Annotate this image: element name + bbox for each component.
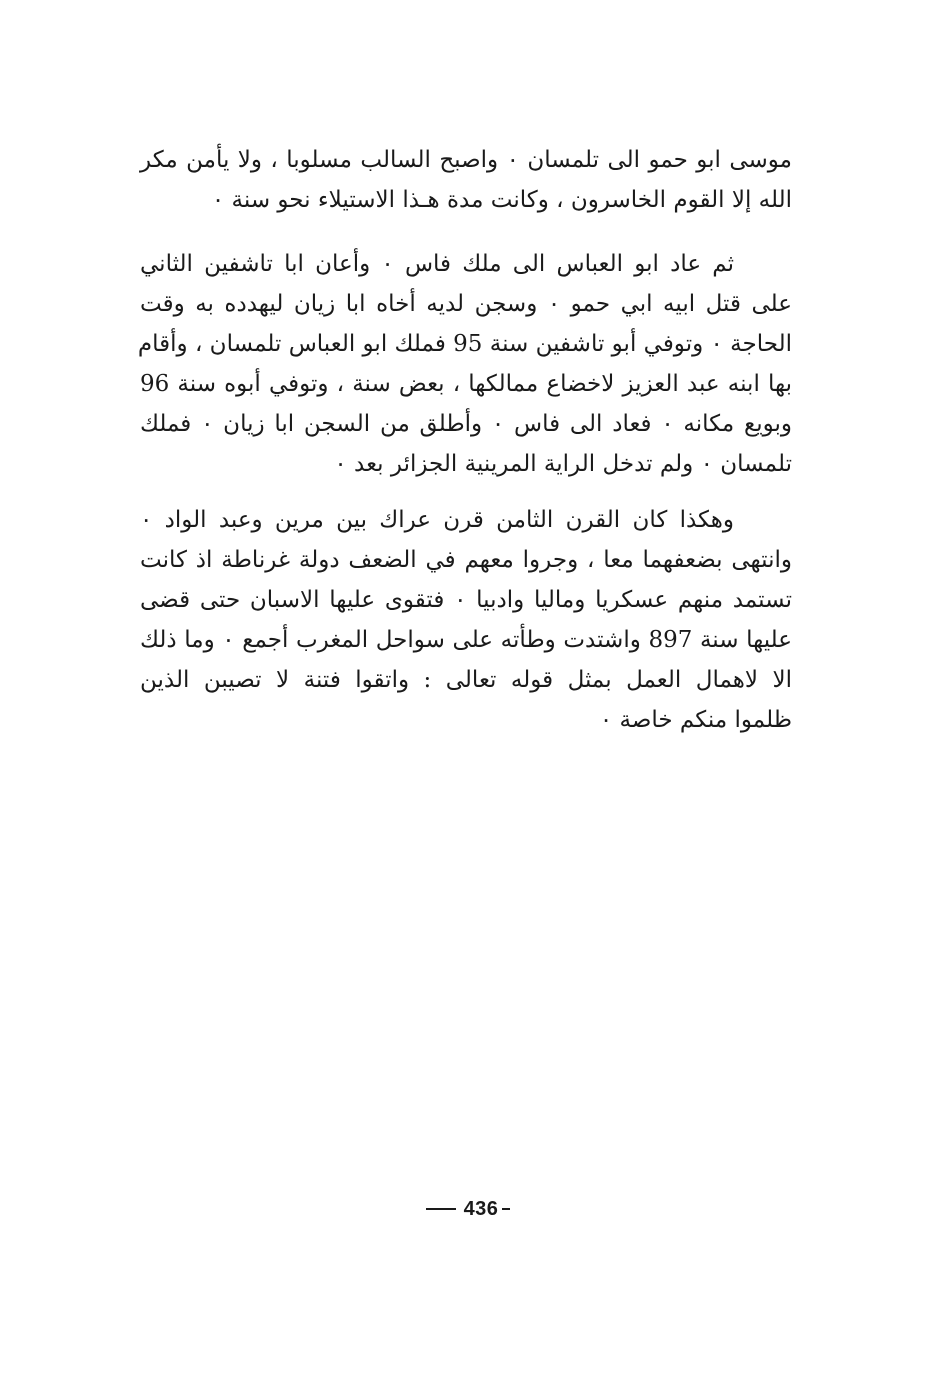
text-line: موسى ابو حمو الى تلمسان ٠ واصبح السالب مسلوبا ، ولا يأمن مكر bbox=[140, 147, 792, 173]
text-line: ثم عاد ابو العباس الى ملك فاس ٠ وأعان ابا تاشفين الثاني bbox=[140, 251, 734, 277]
text-line: تلمسان ٠ ولم تدخل الراية المرينية الجزائر بعد ٠ bbox=[334, 451, 792, 477]
footer-dash-left bbox=[426, 1208, 456, 1210]
text-line: وانتهى بضعفهما معا ، وجروا معهم في الضعف دولة غرناطة اذ كانت bbox=[140, 547, 792, 573]
text-line: ظلموا منكم خاصة ٠ bbox=[599, 707, 792, 733]
text-line: وهكذا كان القرن الثامن قرن عراك بين مرين وعبد الواد ٠ bbox=[140, 507, 734, 533]
page-number: 436 bbox=[463, 1197, 499, 1220]
text-line: تستمد منهم عسكريا وماليا وادبيا ٠ فتقوى عليها الاسبان حتى قضى bbox=[140, 587, 792, 613]
paragraph-1 bbox=[140, 140, 792, 220]
paragraph-3 bbox=[140, 500, 792, 740]
text-line: بها ابنه عبد العزيز لاخضاع ممالكها ، بعض سنة ، وتوفي أبوه سنة 96 bbox=[140, 371, 792, 397]
paragraph-2 bbox=[137, 244, 792, 484]
page-footer bbox=[0, 1190, 936, 1227]
text-line: عليها سنة 897 واشتدت وطأته على سواحل المغرب أجمع ٠ وما ذلك bbox=[140, 627, 792, 653]
footer-dash-right bbox=[502, 1208, 510, 1210]
text-line: على قتل ابيه ابي حمو ٠ وسجن لديه أخاه ابا زيان ليهدده به وقت bbox=[140, 291, 792, 317]
text-line: الله إلا القوم الخاسرون ، وكانت مدة هـذا الاستيلاء نحو سنة ٠ bbox=[211, 187, 792, 213]
text-line: وبويع مكانه ٠ فعاد الى فاس ٠ وأطلق من السجن ابا زيان ٠ فملك bbox=[140, 411, 792, 437]
text-line: الحاجة ٠ وتوفي أبو تاشفين سنة 95 فملك ابو العباس تلمسان ، وأقام bbox=[137, 331, 792, 357]
text-line: الا لاهمال العمل بمثل قوله تعالى : واتقوا فتنة لا تصيبن الذين bbox=[140, 667, 792, 693]
